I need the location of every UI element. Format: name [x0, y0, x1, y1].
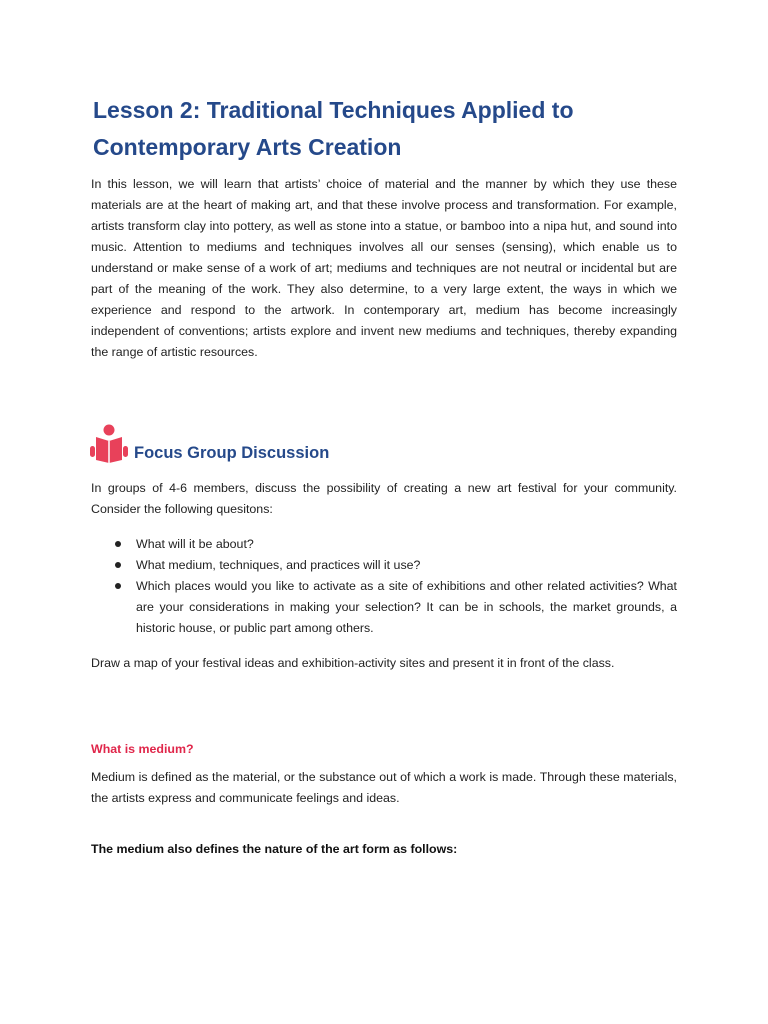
- medium-heading: What is medium?: [91, 742, 194, 756]
- medium-bold-line: The medium also defines the nature of the art form as follows:: [91, 842, 458, 856]
- intro-paragraph: In this lesson, we will learn that artists’ choice of material and the manner by which they use these materials are at the heart of making art, and that these involve process and transformation. For example, artists transform clay into pottery, as well as stone into a statue, or bamboo into a nipa hut, and sound into music. Attention to mediums and techniques involves all our senses (sensing), which enable us to understand or make sense of a work of art; mediums and techniques are not neutral or incidental but are part of the meaning of the work. They also determine, to a very large extent, the ways in which we experience and respond to the artwork. In contemporary art, medium has become increasingly independent of conventions; artists explore and invent new mediums and techniques, thereby expanding the range of artistic resources.: [91, 177, 677, 359]
- focus-closing: Draw a map of your festival ideas and exhibition-activity sites and present it in front of the class.: [91, 656, 615, 670]
- focus-intro: In groups of 4-6 members, discuss the possibility of creating a new art festival for your community. Consider the following quesitons:: [91, 481, 677, 516]
- page-title: [93, 92, 693, 166]
- medium-paragraph: Medium is defined as the material, or the substance out of which a work is made. Through these materials, the artists express and communicate feelings and ideas.: [91, 770, 677, 805]
- title-line-2: Contemporary Arts Creation: [93, 134, 402, 160]
- question-list: [91, 534, 677, 639]
- title-line-1: Lesson 2: Traditional Techniques Applied to: [93, 97, 574, 123]
- focus-group-heading: [88, 424, 329, 464]
- section-heading: Focus Group Discussion: [134, 444, 330, 462]
- list-item: What will it be about?: [91, 534, 677, 555]
- list-item: What medium, techniques, and practices will it use?: [91, 555, 677, 576]
- list-item: Which places would you like to activate as a site of exhibitions and other related activities? What are your considerations in making your selection? It can be in schools, the market grounds, a historic house, or public part among others.: [91, 576, 677, 639]
- reading-person-icon: [88, 424, 130, 464]
